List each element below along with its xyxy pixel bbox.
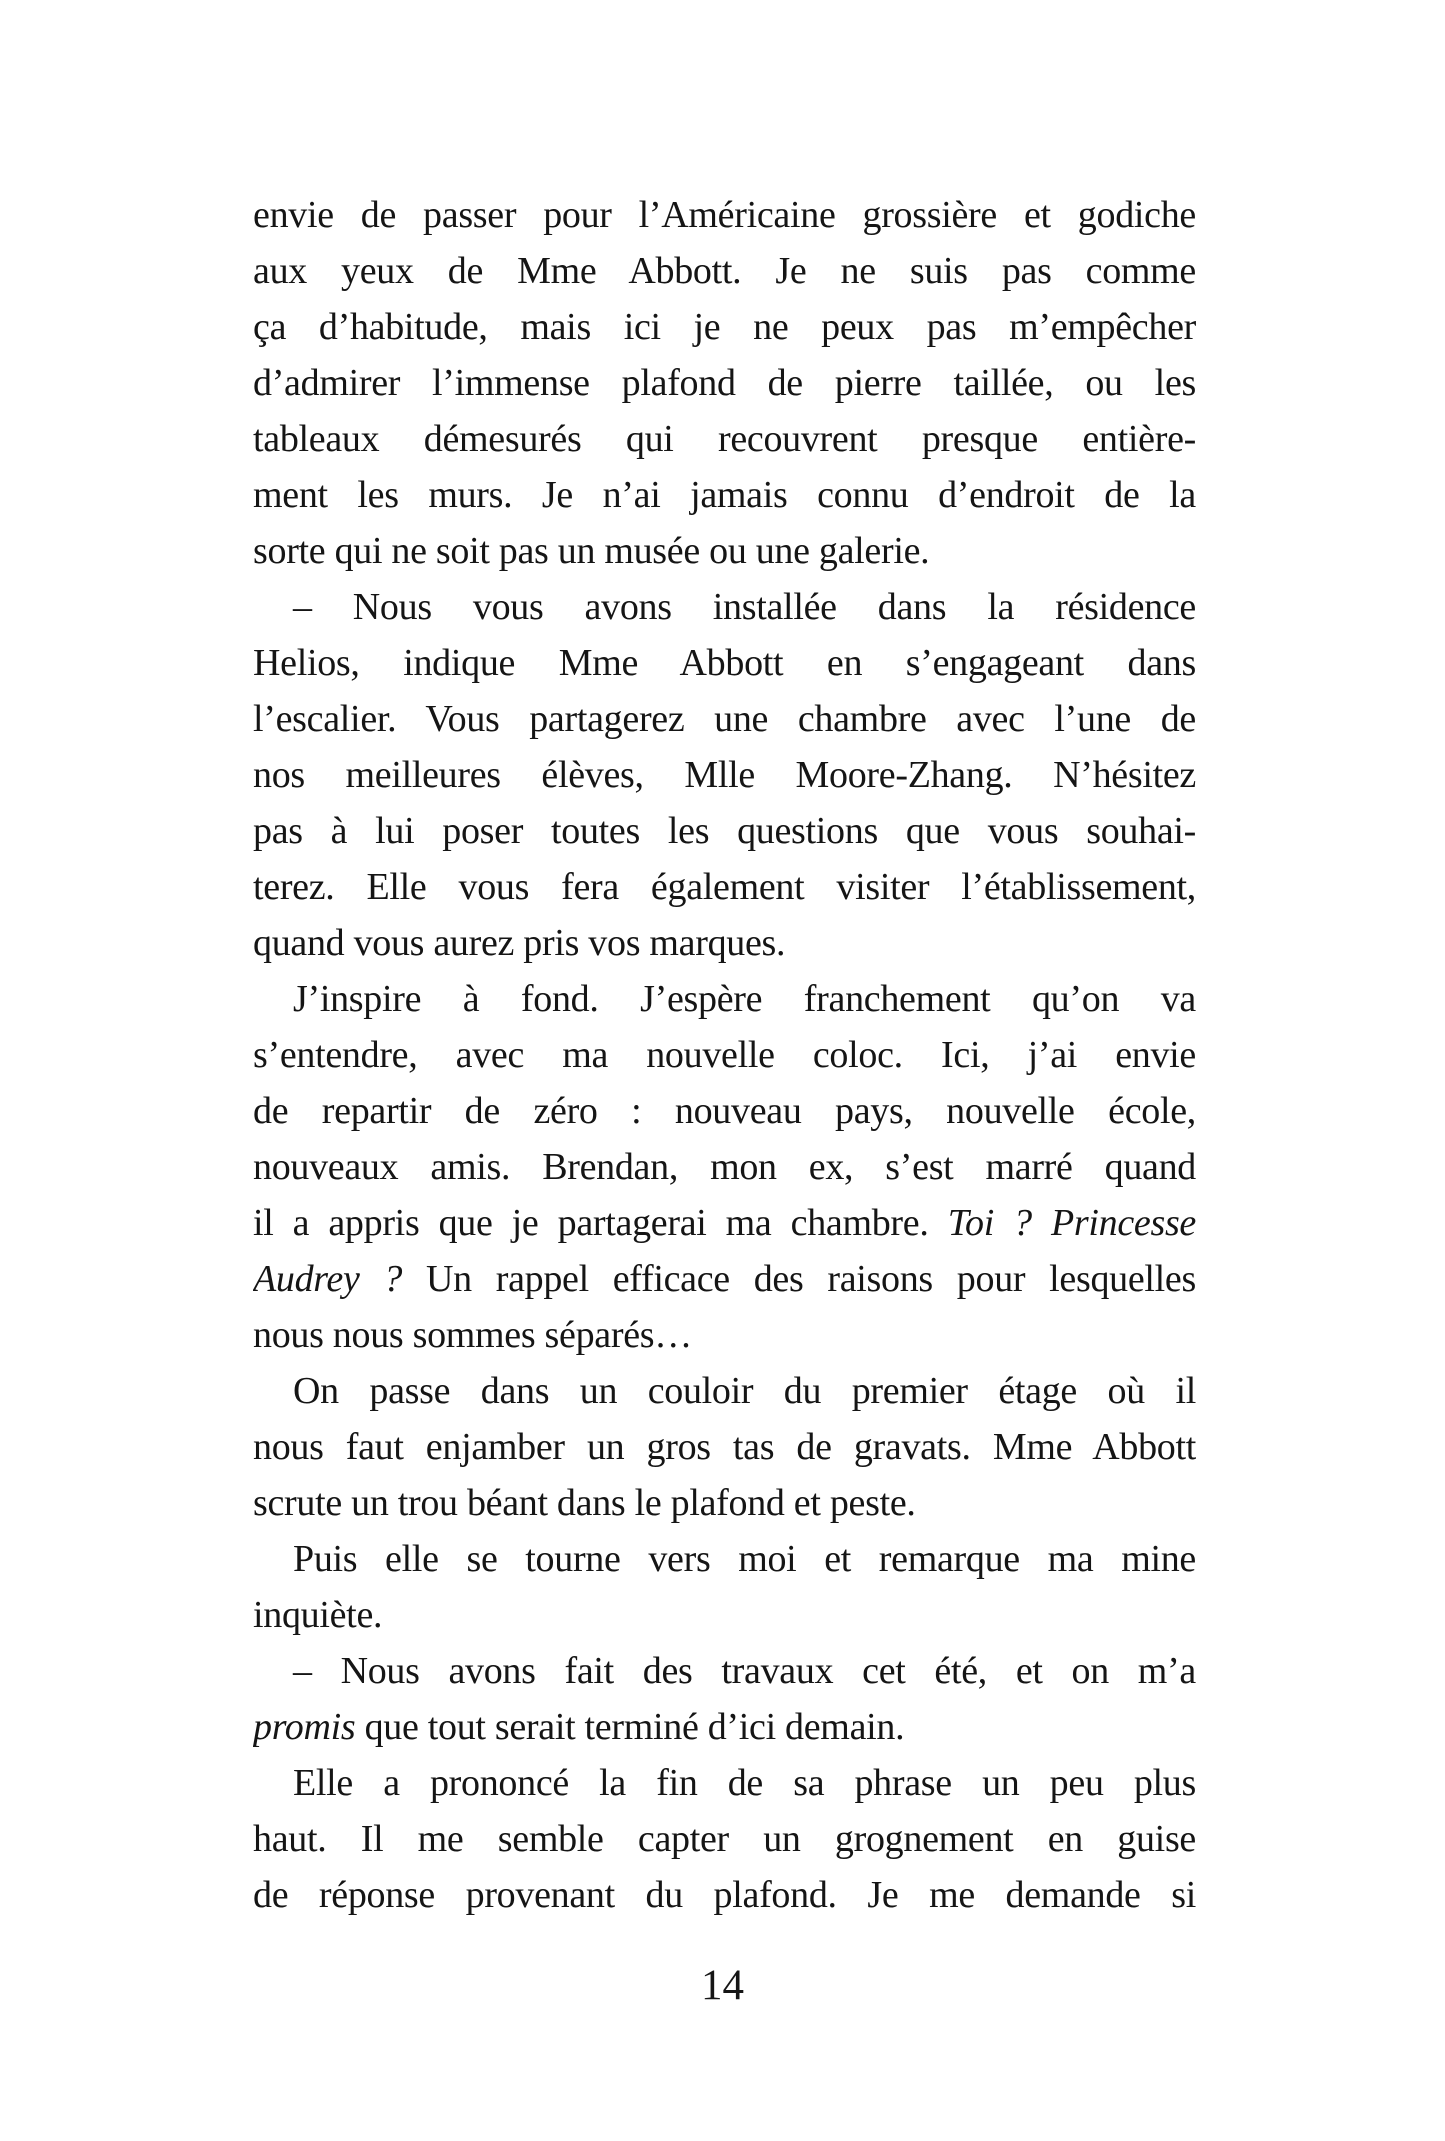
text-segment: l’escalier. Vous partagerez une chambre avec l’une de [253, 698, 1196, 740]
text-segment: Elle a prononcé la fin de sa phrase un peu plus [293, 1762, 1196, 1804]
text-line [253, 1587, 1196, 1643]
text-line [253, 1363, 1196, 1419]
text-segment: il a appris que je partagerai ma chambre. [253, 1202, 948, 1244]
text-segment: terez. Elle vous fera également visiter l’établissement, [253, 866, 1196, 908]
text-line [253, 1139, 1196, 1195]
text-line [253, 635, 1196, 691]
text-line [253, 299, 1196, 355]
text-segment: aux yeux de Mme Abbott. Je ne suis pas comme [253, 250, 1196, 292]
text-segment: nous nous sommes séparés… [253, 1314, 692, 1356]
text-line [253, 1755, 1196, 1811]
text-segment: nouveaux amis. Brendan, mon ex, s’est marré quand [253, 1146, 1196, 1188]
text-segment: inquiète. [253, 1594, 383, 1636]
text-segment: d’admirer l’immense plafond de pierre taillée, ou les [253, 362, 1196, 404]
text-segment: nos meilleures élèves, Mlle Moore-Zhang. N’hésitez [253, 754, 1196, 796]
text-line [253, 467, 1196, 523]
page-number: 14 [701, 1962, 744, 2009]
text-line [253, 971, 1196, 1027]
text-segment: s’entendre, avec ma nouvelle coloc. Ici, j’ai envie [253, 1034, 1196, 1076]
text-line [253, 1531, 1196, 1587]
text-line [253, 1867, 1196, 1923]
text-line [253, 1083, 1196, 1139]
text-segment: envie de passer pour l’Américaine grossière et godiche [253, 194, 1196, 236]
text-line [253, 1195, 1196, 1251]
text-segment: ça d’habitude, mais ici je ne peux pas m’empêcher [253, 306, 1196, 348]
text-line [253, 355, 1196, 411]
text-line [253, 523, 1196, 579]
body-text [253, 187, 1196, 1923]
text-line [253, 915, 1196, 971]
text-line [253, 859, 1196, 915]
text-line [253, 187, 1196, 243]
text-line [253, 243, 1196, 299]
text-segment: que tout serait terminé d’ici demain. [355, 1706, 905, 1748]
text-line [253, 1475, 1196, 1531]
text-segment: pas à lui poser toutes les questions que vous souhai- [253, 810, 1196, 852]
text-segment: Puis elle se tourne vers moi et remarque ma mine [293, 1538, 1196, 1580]
text-line [253, 1251, 1196, 1307]
text-line [253, 691, 1196, 747]
text-line [253, 1027, 1196, 1083]
text-segment: haut. Il me semble capter un grognement en guise [253, 1818, 1196, 1860]
text-segment: tableaux démesurés qui recouvrent presque entière- [253, 418, 1196, 460]
text-segment: sorte qui ne soit pas un musée ou une galerie. [253, 530, 930, 572]
text-segment: de repartir de zéro : nouveau pays, nouvelle école, [253, 1090, 1196, 1132]
text-line [253, 1419, 1196, 1475]
text-segment: Helios, indique Mme Abbott en s’engageant dans [253, 642, 1196, 684]
italic-segment: Toi ? Princesse [947, 1202, 1196, 1244]
text-segment: – Nous avons fait des travaux cet été, et on m’a [293, 1650, 1196, 1692]
italic-segment: Audrey ? [253, 1258, 403, 1300]
text-segment: On passe dans un couloir du premier étage où il [293, 1370, 1196, 1412]
text-line [253, 411, 1196, 467]
text-segment: J’inspire à fond. J’espère franchement qu’on va [293, 978, 1196, 1020]
italic-segment: promis [253, 1706, 356, 1748]
text-segment: nous faut enjamber un gros tas de gravats. Mme Abbott [253, 1426, 1196, 1468]
text-segment: ment les murs. Je n’ai jamais connu d’endroit de la [253, 474, 1196, 516]
text-line [253, 1643, 1196, 1699]
text-segment: quand vous aurez pris vos marques. [253, 922, 786, 964]
text-line [253, 1811, 1196, 1867]
text-segment: scrute un trou béant dans le plafond et peste. [253, 1482, 916, 1524]
text-line [253, 1307, 1196, 1363]
text-segment: Un rappel efficace des raisons pour lesquelles [402, 1258, 1196, 1300]
text-line [253, 747, 1196, 803]
text-line [253, 803, 1196, 859]
text-segment: – Nous vous avons installée dans la résidence [293, 586, 1196, 628]
text-line [253, 1699, 1196, 1755]
text-line [253, 579, 1196, 635]
text-segment: de réponse provenant du plafond. Je me demande si [253, 1874, 1196, 1916]
